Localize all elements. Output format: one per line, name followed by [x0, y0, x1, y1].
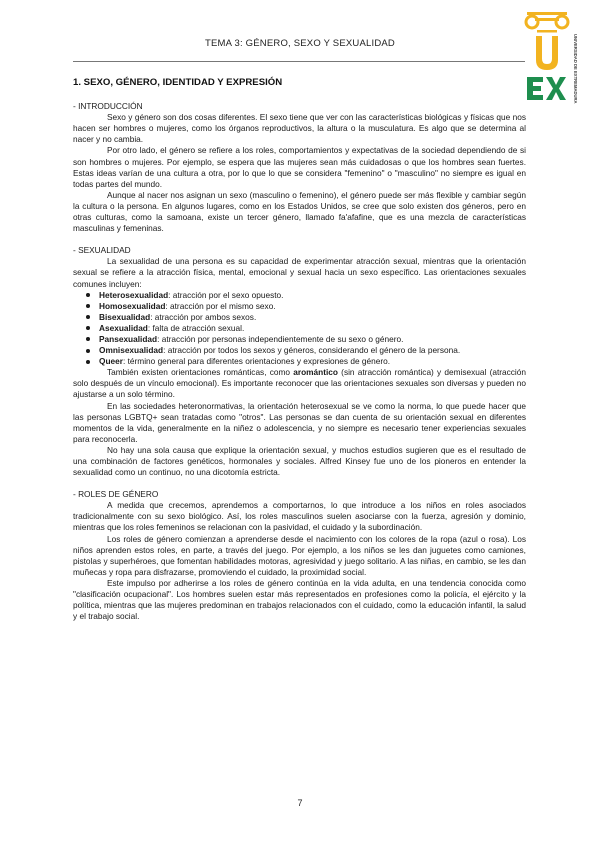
term: Omnisexualidad	[99, 345, 164, 356]
university-logo	[519, 6, 585, 126]
definition: : atracción por ambos sexos.	[150, 311, 257, 322]
definition: : atracción por el mismo sexo.	[165, 300, 276, 311]
paragraph: La sexualidad de una persona es su capacidad de experimentar atracción sexual, mientras que la orientación sexual se refiere a la atracción física, mental, emocional y sexual hacia un sexo específico. Las orientaciones sexuales comunes incluyen:	[73, 256, 526, 289]
definition: : atracción por todos los sexos y géneros, considerando el género de la persona.	[163, 345, 461, 356]
term: Asexualidad	[99, 322, 148, 333]
list-item	[73, 323, 526, 334]
bullet-icon	[86, 315, 90, 319]
definition: : atracción por el sexo opuesto.	[168, 289, 284, 300]
orientations-list	[73, 290, 526, 368]
paragraph: Aunque al nacer nos asignan un sexo (masculino o femenino), el género puede ser más flexible y cambiar según la cultura o la persona. En algunos lugares, como en los Estados Unidos, se cree que solo existen dos géneros, pero en otras culturas, como la samoana, existe un tercer género, llamado fa'afafine, que es una mezcla de características masculinas y femeninas.	[73, 189, 526, 234]
header-divider	[73, 61, 525, 62]
term: Pansexualidad	[99, 333, 158, 344]
definition: : falta de atracción sexual.	[147, 322, 245, 333]
list-item	[73, 356, 526, 367]
paragraph: Por otro lado, el género se refiere a los roles, comportamientos y expectativas de la sociedad dependiendo de si son hombres o mujeres. Por ejemplo, se espera que las mujeres sean más cuidadosas o que los hombres sean fuertes. Estas ideas varían de una cultura a otra, por lo que lo que se considera "femenino" o "masculino" no siempre es igual en todas partes del mundo.	[73, 145, 526, 189]
term: Bisexualidad	[99, 311, 151, 322]
list-item	[73, 301, 526, 312]
paragraph: En las sociedades heteronormativas, la orientación heterosexual se ve como la norma, lo que puede hacer que las personas LGBTQ+ sean tratadas como "otros". Las personas se dan cuenta de su orientación sexual en diferentes momentos de la vida, generalmente en la niñez o adolescencia, y no siempre es necesario tener experiencias sexuales para reconocerla.	[73, 400, 526, 444]
paragraph: No hay una sola causa que explique la orientación sexual, y muchos estudios sugieren que es el resultado de una combinación de factores genéticos, hormonales y sociales. Alfred Kinsey fue uno de los pioneros en entender la sexualidad como un continuo, no una dicotomía estricta.	[73, 444, 526, 478]
text-run: También existen orientaciones románticas, como	[107, 367, 294, 378]
definition: : término general para diferentes orientaciones y expresiones de género.	[122, 356, 391, 367]
term: aromántico	[293, 367, 338, 378]
definition: : atracción por personas independientemente de su sexo o género.	[157, 333, 404, 344]
term: Homosexualidad	[99, 300, 166, 311]
list-item	[73, 290, 526, 301]
page-header-title: TEMA 3: GÉNERO, SEXO Y SEXUALIDAD	[205, 38, 395, 49]
subsection-title-roles: - ROLES DE GÉNERO	[73, 489, 159, 500]
paragraph: Los roles de género comienzan a aprenderse desde el nacimiento con los colores de la ropa (azul o rosa). Los niños aprenden estos roles, en parte, a través del juego. Por ejemplo, a los niños se les dan juguetes como camiones, pistolas y superhéroes, que fomentan habilidades motoras, agresividad y juego solitario. A las niñas, en cambio, se les dan muñecas y ropa para disfrazarse, promoviendo el cuidado, la proximidad social.	[73, 533, 526, 577]
bullet-icon	[86, 360, 90, 364]
list-item	[73, 334, 526, 345]
term: Heterosexualidad	[99, 289, 169, 300]
document-body	[73, 77, 526, 622]
bullet-icon	[86, 293, 90, 297]
text-run: (sin atracción romántica) y demisexual (atracción solo después de un vínculo emocional). Es importante reconocer que las orientaciones sexuales son diversas y pueden no ajustarse a un solo término.	[73, 367, 526, 400]
svg-text:UNIVERSIDAD DE EXTREMADURA: UNIVERSIDAD DE EXTREMADURA	[573, 34, 578, 104]
paragraph-romantic-orientations	[73, 367, 526, 400]
bullet-icon	[86, 349, 90, 353]
paragraph: Este impulso por adherirse a los roles de género continúa en la vida adulta, en una tendencia conocida como "clasificación ocupacional". Los hombres suelen estar más representados en profesiones como la policía, el ejército y la política, mientras que las mujeres predominan en trabajos relacionados con el cuidado, como la educación infantil, la salud y el trabajo social.	[73, 577, 526, 622]
list-item	[73, 312, 526, 323]
section-heading: 1. SEXO, GÉNERO, IDENTIDAD Y EXPRESIÓN	[73, 77, 283, 88]
paragraph: Sexo y género son dos cosas diferentes. El sexo tiene que ver con las características biológicas y físicas que nos hacen ser hombres o mujeres, como los órganos reproductivos, la altura o la musculatura. Es algo que se determina al nacer y no cambia.	[73, 112, 526, 145]
term: Queer	[99, 356, 123, 367]
bullet-icon	[86, 337, 90, 341]
subsection-title-introduccion: - INTRODUCCIÓN	[73, 101, 143, 112]
bullet-icon	[86, 326, 90, 330]
page-number: 7	[297, 798, 303, 808]
subsection-title-sexualidad: - SEXUALIDAD	[73, 245, 131, 256]
paragraph: A medida que crecemos, aprendemos a comportarnos, lo que introduce a los niños en roles asociados tradicionalmente con su sexo biológico. Así, los roles masculinos suelen asociarse con la fuerza, agresión y dominio, mientras que los roles femeninos se relacionan con la pasividad, el cuidado y la subordinación.	[73, 500, 526, 533]
list-item	[73, 345, 526, 356]
bullet-icon	[86, 304, 90, 308]
